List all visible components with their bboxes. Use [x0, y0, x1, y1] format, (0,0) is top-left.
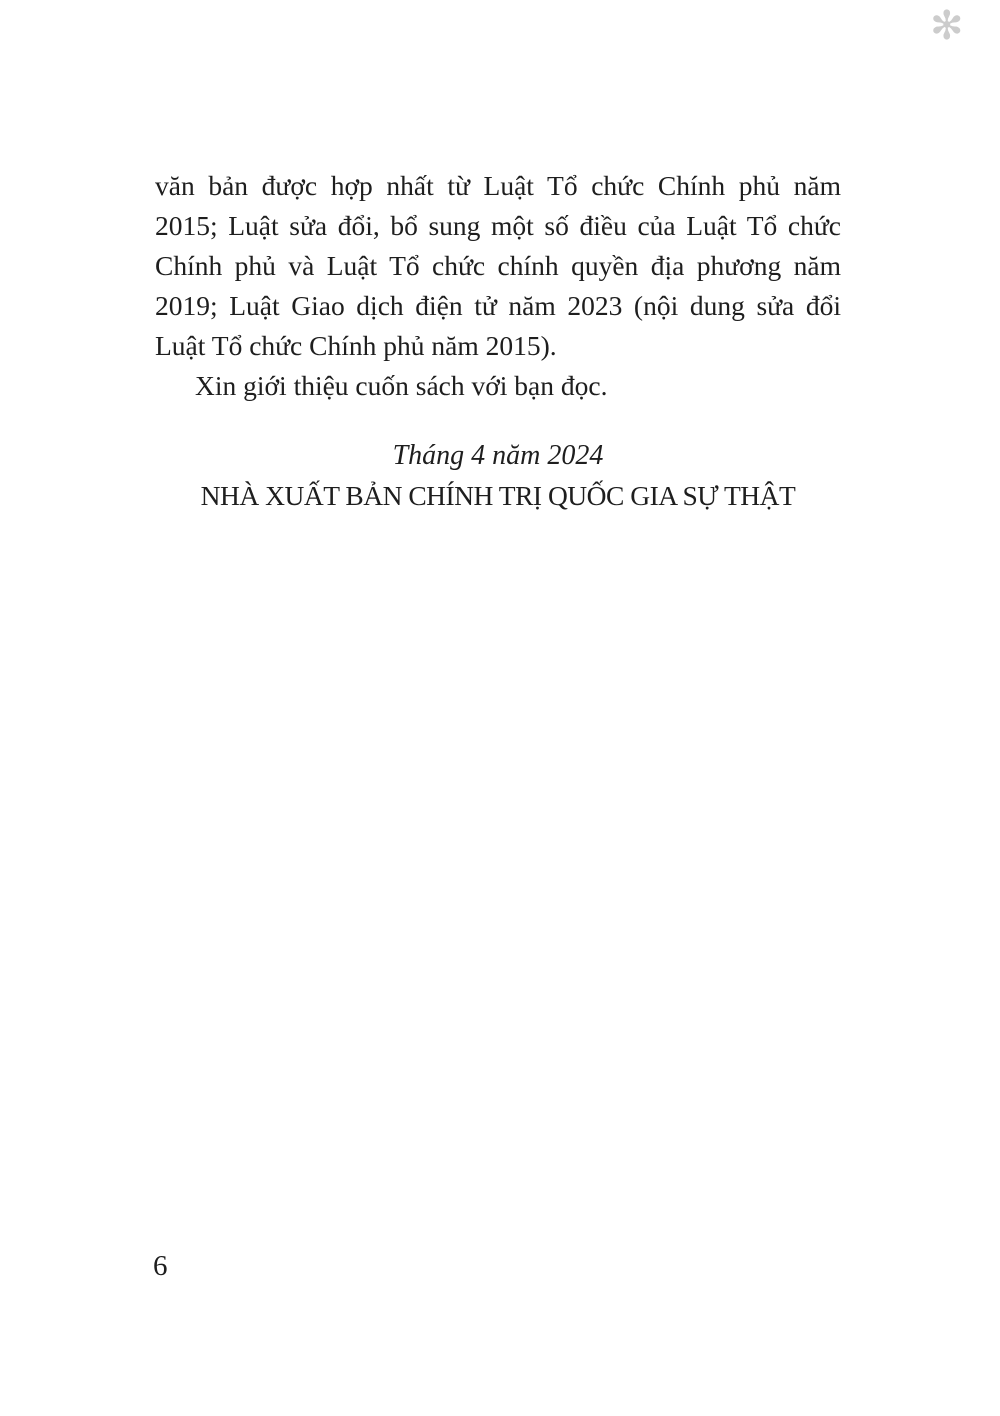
vertical-spacer [155, 406, 841, 436]
body-line: 2019; Luật Giao dịch điện tử năm 2023 (nội dung sửa đổi [155, 290, 841, 321]
date-line: Tháng 4 năm 2024 [392, 440, 604, 471]
flower-asterisk-icon: ✻ [930, 3, 964, 49]
closing-line: Xin giới thiệu cuốn sách với bạn đọc. [195, 370, 608, 401]
text-column [155, 166, 841, 516]
body-line: văn bản được hợp nhất từ Luật Tổ chức Chính phủ năm [155, 170, 841, 201]
publisher-line: NHÀ XUẤT BẢN CHÍNH TRỊ QUỐC GIA SỰ THẬT [200, 480, 796, 511]
body-line: 2015; Luật sửa đổi, bổ sung một số điều của Luật Tổ chức [155, 210, 841, 241]
body-line: Chính phủ và Luật Tổ chức chính quyền địa phương năm [155, 250, 841, 281]
page-number: 6 [153, 1250, 168, 1282]
body-line: Luật Tổ chức Chính phủ năm 2015). [155, 330, 557, 361]
